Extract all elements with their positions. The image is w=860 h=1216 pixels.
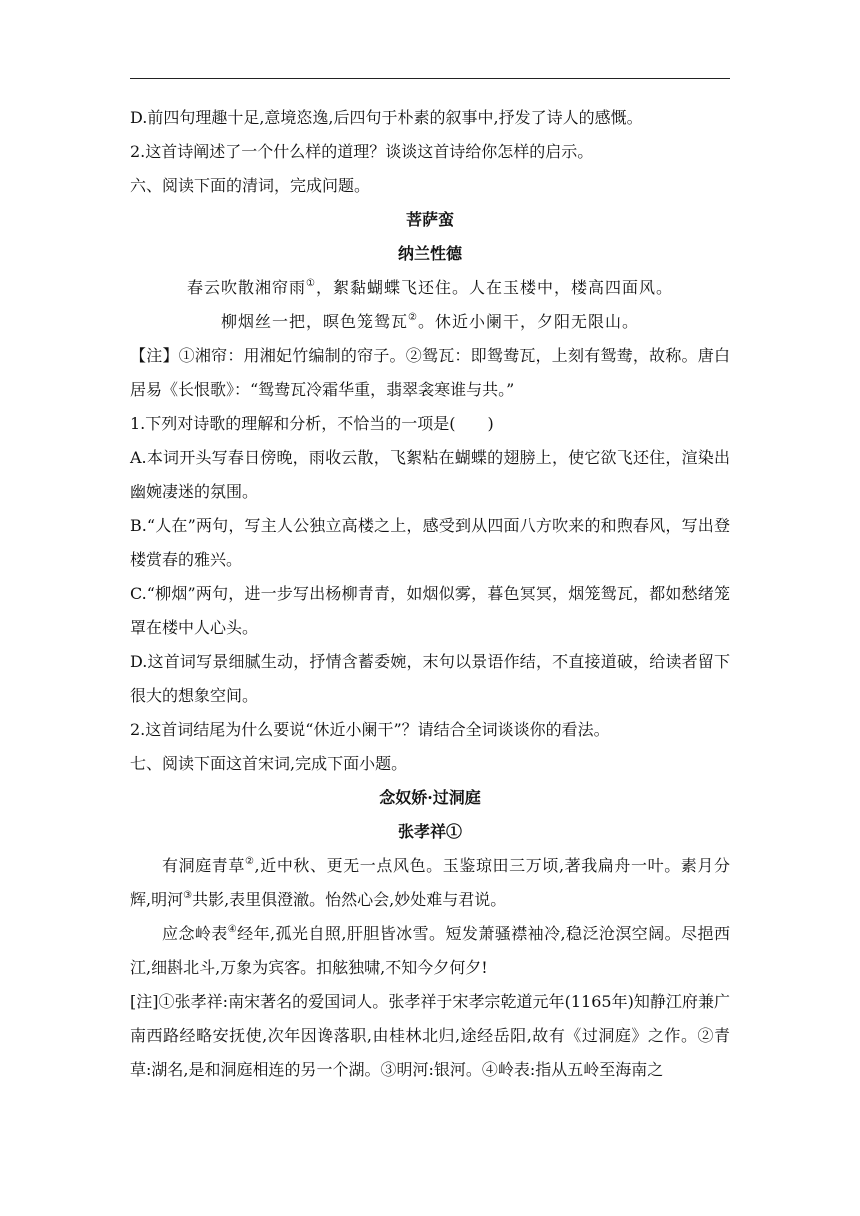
sec7-poem-title: 念奴娇·过洞庭: [379, 788, 481, 807]
sec6-option-d: D.这首词写景细腻生动，抒情含蓄委婉，末句以景语作结，不直接道破，给读者留下很大的想象空间。: [130, 652, 730, 705]
sec7-paragraph-1: [130, 849, 730, 917]
poem-line-2-part-a: 柳烟丝一把，暝色笼鸳瓦: [221, 312, 409, 331]
footnote-ref-4: ④: [227, 924, 238, 935]
footnote-ref-3: ③: [183, 890, 193, 901]
sec6-question-1: 1.下列对诗歌的理解和分析，不恰当的一项是( ): [130, 414, 494, 433]
sec6-poem-author: 纳兰性德: [397, 244, 462, 263]
sec6-note: 【注】①湘帘：用湘妃竹编制的帘子。②鸳瓦：即鸳鸯瓦，上刻有鸳鸯，故称。唐白居易《长恨歌》：“鸳鸯瓦冷霜华重，翡翠衾寒谁与共。”: [130, 346, 730, 399]
poem-line-2-part-b: 。休近小阑干，夕阳无限山。: [417, 312, 639, 331]
para-2-part-b: 经年,孤光自照,肝胆皆冰雪。短发萧骚襟袖冷,稳泛沧溟空阔。尽挹西江,细斟北斗,万象为宾客。扣舷独啸,不知今夕何夕!: [130, 924, 730, 977]
page-content: [130, 101, 730, 1087]
poem-line-1-part-b: ，絮黏蝴蝶飞还住。人在玉楼中，楼高四面风。: [315, 278, 673, 297]
para-1-part-a: 有洞庭青草: [162, 856, 245, 875]
poem-line-1-part-a: 春云吹散湘帘雨: [187, 278, 307, 297]
footnote-ref-2: ②: [244, 856, 255, 867]
footnote-ref-2: ②: [408, 312, 418, 323]
sec6-option-c: C.“柳烟”两句，进一步写出杨柳青青，如烟似雾，暮色冥冥，烟笼鸳瓦，都如愁绪笼罩在楼中人心头。: [130, 584, 730, 637]
sec5-option-d: D.前四句理趣十足,意境恣逸,后四句于朴素的叙事中,抒发了诗人的感慨。: [130, 108, 643, 127]
para-2-part-a: 应念岭表: [162, 924, 228, 943]
sec6-option-a: A.本词开头写春日傍晚，雨收云散，飞絮粘在蝴蝶的翅膀上，使它欲飞还住，渲染出幽婉凄迷的氛围。: [130, 448, 730, 501]
sec6-poem-line-1: [130, 271, 730, 305]
header-rule: [130, 78, 730, 79]
sec6-header: 六、阅读下面的清词，完成问题。: [130, 176, 371, 195]
sec7-paragraph-2: [130, 917, 730, 985]
para-1-part-c: 共影,表里俱澄澈。怡然心会,妙处难与君说。: [192, 890, 507, 909]
sec7-header: 七、阅读下面这首宋词,完成下面小题。: [130, 754, 408, 773]
sec6-poem-line-2: [130, 305, 730, 339]
sec7-note: [注]①张孝祥:南宋著名的爱国词人。张孝祥于宋孝宗乾道元年(1165年)知静江府兼广南西路经略安抚使,次年因谗落职,由桂林北归,途经岳阳,故有《过洞庭》之作。②青草:湖名,是和洞庭相连的另一个湖。③明河:银河。④岭表:指从五岭至海南之: [130, 992, 730, 1079]
sec7-poem-author: 张孝祥①: [397, 822, 462, 841]
para-1-part-b: ,近中秋、更无一点风色。玉鉴琼田三万顷,著我扁舟一叶。素月分辉,明河: [130, 856, 730, 909]
sec6-question-2: 2.这首词结尾为什么要说“休近小阑干”？请结合全词谈谈你的看法。: [130, 720, 610, 739]
footnote-ref-1: ①: [306, 278, 316, 289]
sec6-poem-title: 菩萨蛮: [405, 210, 454, 229]
sec5-question-2: 2.这首诗阐述了一个什么样的道理？谈谈这首诗给你怎样的启示。: [130, 142, 594, 161]
sec6-option-b: B.“人在”两句，写主人公独立高楼之上，感受到从四面八方吹来的和煦春风，写出登楼赏春的雅兴。: [130, 516, 730, 569]
